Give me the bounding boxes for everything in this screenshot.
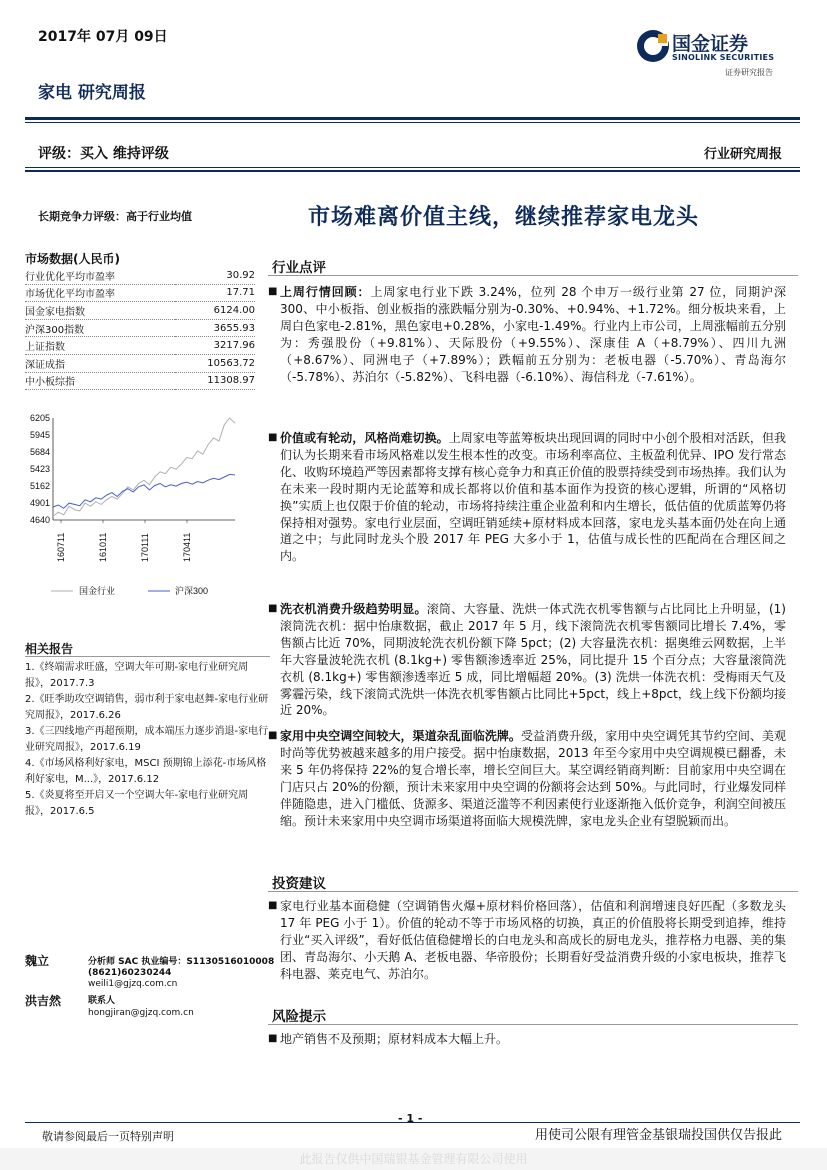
chart-y-tick-label: 5423 bbox=[29, 464, 50, 474]
para-text: 家电行业基本面稳健（空调销售火爆+原材料价格回落），估值和利润增速良好匹配（多数龙头 17 年 PEG 小于 1）。价值的轮动不等于市场风格的切换，真正的价值股将长期受到追捧，维持行业“买入评级”，看好低估值稳健增长的白电龙头和高成长的厨电龙头，推荐格力电器、美的集团、青岛海尔、小天鹅 A、老板电器、华帝股份；长期看好受益消费升级的小家电板块，推荐飞科电器、莱克电气、苏泊尔。 bbox=[280, 899, 786, 981]
market-row-value: 3655.93 bbox=[175, 319, 255, 337]
report-type: 行业研究周报 bbox=[703, 147, 782, 162]
para-investment-advice bbox=[268, 898, 786, 983]
market-row-value: 17.71 bbox=[175, 284, 255, 302]
chart-y-tick-label: 6205 bbox=[29, 413, 50, 423]
chart-x-tick-label: 161011 bbox=[98, 532, 108, 562]
related-report-item[interactable]: 1.《终端需求旺盛，空调大年可期-家电行业研究周报》，2017.7.3 bbox=[25, 662, 249, 689]
para-lead: 家用中央空调空间较大，渠道杂乱面临洗牌。 bbox=[280, 729, 521, 743]
section-divider-3 bbox=[268, 1024, 798, 1025]
market-row-label: 市场优化平均市盈率 bbox=[25, 284, 175, 302]
para-text: 上周家电行业下跌 3.24%，位列 28 个申万一级行业第 27 位，同期沪深 300、中小板指、创业板指的涨跌幅分别为-0.30%、+0.94%、+1.72%。细分板块来看，上周白色家电-2.81%，黑色家电+0.28%，小家电-1.49%。行业内上市公司，上周涨幅前五分别为：秀强股份（+9.81%）、天际股份（+9.55%）、深康佳 A（+8.79%）、四川九洲（+8.67%）、同洲电子（+7.89%）；跌幅前五分别为：老板电器（-5.70%）、青岛海尔（-5.78%）、苏泊尔（-5.82%）、飞科电器（-6.10%）、海信科龙（-7.61%）。 bbox=[280, 285, 786, 384]
analyst-1-line2: (8621)60230244 bbox=[88, 968, 172, 978]
para-weekly-review bbox=[268, 284, 786, 385]
para-text: 地产销售不及预期；原材料成本大幅上升。 bbox=[280, 1032, 509, 1046]
chart-y-tick-label: 4901 bbox=[29, 498, 50, 508]
logo-name: 国金证券 bbox=[672, 33, 749, 55]
bullet-icon: ■ bbox=[268, 900, 278, 911]
logo-english: SINOLINK SECURITIES bbox=[672, 53, 775, 62]
bullet-icon: ■ bbox=[268, 730, 278, 741]
header-divider-thin bbox=[25, 122, 800, 123]
section-risk: 风险提示 bbox=[272, 1009, 326, 1025]
footer-disclaimer: 敬请参阅最后一页特别声明 bbox=[42, 1130, 174, 1143]
market-row-label: 深证成指 bbox=[25, 354, 175, 372]
related-report-item[interactable]: 3.《三四线地产再超预期，成本端压力逐步消退-家电行业研究周报》，2017.6.19 bbox=[25, 726, 269, 753]
footer-notice: 用使司公限有理管金基银瑞投国供仅告报此 bbox=[534, 1128, 782, 1143]
bullet-icon: ■ bbox=[268, 603, 278, 614]
analyst-1-line1: 分析师 SAC 执业编号：S1130516010008 bbox=[88, 957, 275, 967]
section-investment: 投资建议 bbox=[272, 876, 326, 892]
chart-x-tick-label: 170111 bbox=[140, 533, 150, 562]
para-value-rotation bbox=[268, 430, 786, 565]
related-reports-list bbox=[25, 660, 270, 820]
related-report-item[interactable]: 2.《旺季助攻空调销售，弱市利于家电赵舞-家电行业研究周报》，2017.6.26 bbox=[25, 694, 269, 721]
rating-divider-bold bbox=[25, 170, 800, 172]
market-row bbox=[25, 319, 255, 337]
market-data-table bbox=[25, 267, 255, 390]
section-industry-review: 行业点评 bbox=[272, 260, 326, 276]
chart-x-tick-label: 170411 bbox=[182, 532, 192, 562]
watermark: 此报告仅供中国瑞银基金管理有限公司使用 bbox=[0, 1148, 827, 1170]
report-date: 2017年 07月 09日 bbox=[38, 29, 168, 45]
analyst-1-email[interactable]: weili1@gjzq.com.cn bbox=[88, 979, 178, 989]
related-divider bbox=[25, 656, 270, 657]
para-lead: 上周行情回顾： bbox=[280, 285, 371, 299]
logo-accent-mark bbox=[658, 34, 667, 43]
main-title: 市场难离价值主线，继续推荐家电龙头 bbox=[308, 205, 700, 230]
market-row-value: 6124.00 bbox=[175, 302, 255, 320]
market-row bbox=[25, 302, 255, 320]
market-row bbox=[25, 284, 255, 302]
legend-label: 国金行业 bbox=[79, 586, 116, 596]
market-row-label: 上证指数 bbox=[25, 337, 175, 355]
para-central-ac bbox=[268, 728, 786, 829]
logo-subtitle: 证券研究报告 bbox=[725, 68, 773, 77]
market-row-label: 国金家电指数 bbox=[25, 302, 175, 320]
page-number: - 1 - bbox=[398, 1112, 423, 1125]
bullet-icon: ■ bbox=[268, 432, 278, 443]
chart-y-tick-label: 5945 bbox=[29, 430, 50, 440]
market-row bbox=[25, 337, 255, 355]
chart-x-tick-label: 160711 bbox=[56, 532, 66, 562]
chart-series-line bbox=[53, 474, 235, 508]
market-row-label: 行业优化平均市盈率 bbox=[25, 267, 175, 284]
para-text: 上周家电等蓝筹板块出现回调的同时中小创个股相对活跃，但我们认为长期来看市场风格难以发生根本性的改变。市场利率高位、主板盈利优异、IPO 发行常态化、收购环境趋严等因素都将支撑有核心竞争力和真正价值的股票持续受到市场热捧。我们认为在未来一段时期内无论蓝筹和成长都将以价值和基本面作为投资的核心逻辑，所谓的“风格切换”实质上也仅限于价值的轮动，市场将持续注重企业盈利和内生增长，低估值的优质蓝筹仍将保持相对强势。家电行业层面，空调旺销延续+原材料成本回落，家电龙头基本面仍处在向上通道之中；与此同时龙头个股 2017 年 PEG 大多小于 1，估值与成长性的匹配尚在合理区间之内。 bbox=[280, 431, 786, 564]
related-report-item[interactable]: 4.《市场风格利好家电，MSCI 预期锦上添花-市场风格利好家电，M...》，2017.6.12 bbox=[25, 758, 267, 785]
chart-y-tick-label: 5684 bbox=[29, 447, 50, 457]
para-risk bbox=[268, 1031, 786, 1048]
chart-y-tick-label: 5162 bbox=[29, 481, 50, 491]
rating-label: 评级：买入 维持评级 bbox=[38, 146, 169, 162]
related-report-item[interactable]: 5.《炎夏将至开启又一个空调大年-家电行业研究周报》，2017.6.5 bbox=[25, 790, 249, 817]
market-row-label: 沪深300指数 bbox=[25, 319, 175, 337]
bullet-icon: ■ bbox=[268, 286, 278, 297]
rating-divider bbox=[25, 167, 800, 168]
footer-divider bbox=[25, 1122, 800, 1123]
market-row-value: 3217.96 bbox=[175, 337, 255, 355]
index-chart bbox=[23, 412, 255, 602]
market-row-value: 30.92 bbox=[175, 267, 255, 284]
chart-series-line bbox=[53, 418, 235, 516]
analyst-2-email[interactable]: hongjiran@gjzq.com.cn bbox=[88, 1008, 194, 1018]
bullet-icon: ■ bbox=[268, 1033, 278, 1044]
analyst-2-line1: 联系人 bbox=[88, 996, 116, 1006]
para-text: 滚筒、大容量、洗烘一体式洗衣机零售额与占比同比上升明显，(1) 滚筒洗衣机：据中怡康数据，截止 2017 年 5 月，线下滚筒洗衣机零售额同比增长 7.4%，零售额占比近 70%，同期波轮洗衣机份额下降 5pct；(2) 大容量洗衣机：据奥维云网数据，上半年大容量波轮洗衣机 (8.1kg+) 零售额渗透率近 25%，同比提升 15 个百分点；大容量滚筒洗衣机 (8.1kg+) 零售额渗透率近 5 成，同比增幅超 20%。(3) 洗烘一体洗衣机：受梅雨天气及雾霾污染，线下滚筒式洗烘一体洗衣机零售额占比同比+5pct，线上+8pct，线上线下份额均接近 20%。 bbox=[280, 602, 786, 718]
header-divider bbox=[25, 117, 800, 120]
market-row-label: 中小板综指 bbox=[25, 372, 175, 390]
market-row bbox=[25, 354, 255, 372]
market-row bbox=[25, 372, 255, 390]
lt-competitiveness: 长期竞争力评级：高于行业均值 bbox=[38, 210, 192, 223]
section-divider-2 bbox=[268, 891, 798, 892]
related-reports-title: 相关报告 bbox=[25, 642, 74, 656]
para-text: 受益消费升级，家用中央空调凭其节约空间、美观时尚等优势被越来越多的用户接受。据中怡康数据，2013 年至今家用中央空调规模已翻番，未来 5 年仍将保持 22%的复合增长率，增长空间巨大。某空调经销商判断：目前家用中央空调在门店只占 20%的份额，预计未来家用中央空调的份额将会达到 50%。与此同时，行业爆发同样伴随隐患，进入门槛低、货源多、渠道泛滥等不利因素使行业逐渐拖入低价竞争，利润空间被压缩。预计未来家用中央空调市场渠道将面临大规模洗牌，家电龙头企业有望脱颖而出。 bbox=[280, 729, 786, 828]
section-divider bbox=[268, 275, 798, 276]
analyst-1-name: 魏立 bbox=[25, 954, 50, 968]
para-washer-upgrade bbox=[268, 601, 786, 719]
report-category: 家电 研究周报 bbox=[38, 83, 146, 103]
market-row-value: 11308.97 bbox=[175, 372, 255, 390]
chart-y-tick-label: 4640 bbox=[29, 515, 50, 525]
para-lead: 洗衣机消费升级趋势明显。 bbox=[280, 602, 427, 616]
market-row-value: 10563.72 bbox=[175, 354, 255, 372]
legend-label: 沪深300 bbox=[175, 586, 209, 596]
market-row bbox=[25, 267, 255, 284]
analyst-2-name: 洪吉然 bbox=[25, 994, 62, 1008]
para-lead: 价值或有轮动，风格尚难切换。 bbox=[280, 431, 449, 445]
market-data-title: 市场数据(人民币) bbox=[25, 252, 120, 266]
